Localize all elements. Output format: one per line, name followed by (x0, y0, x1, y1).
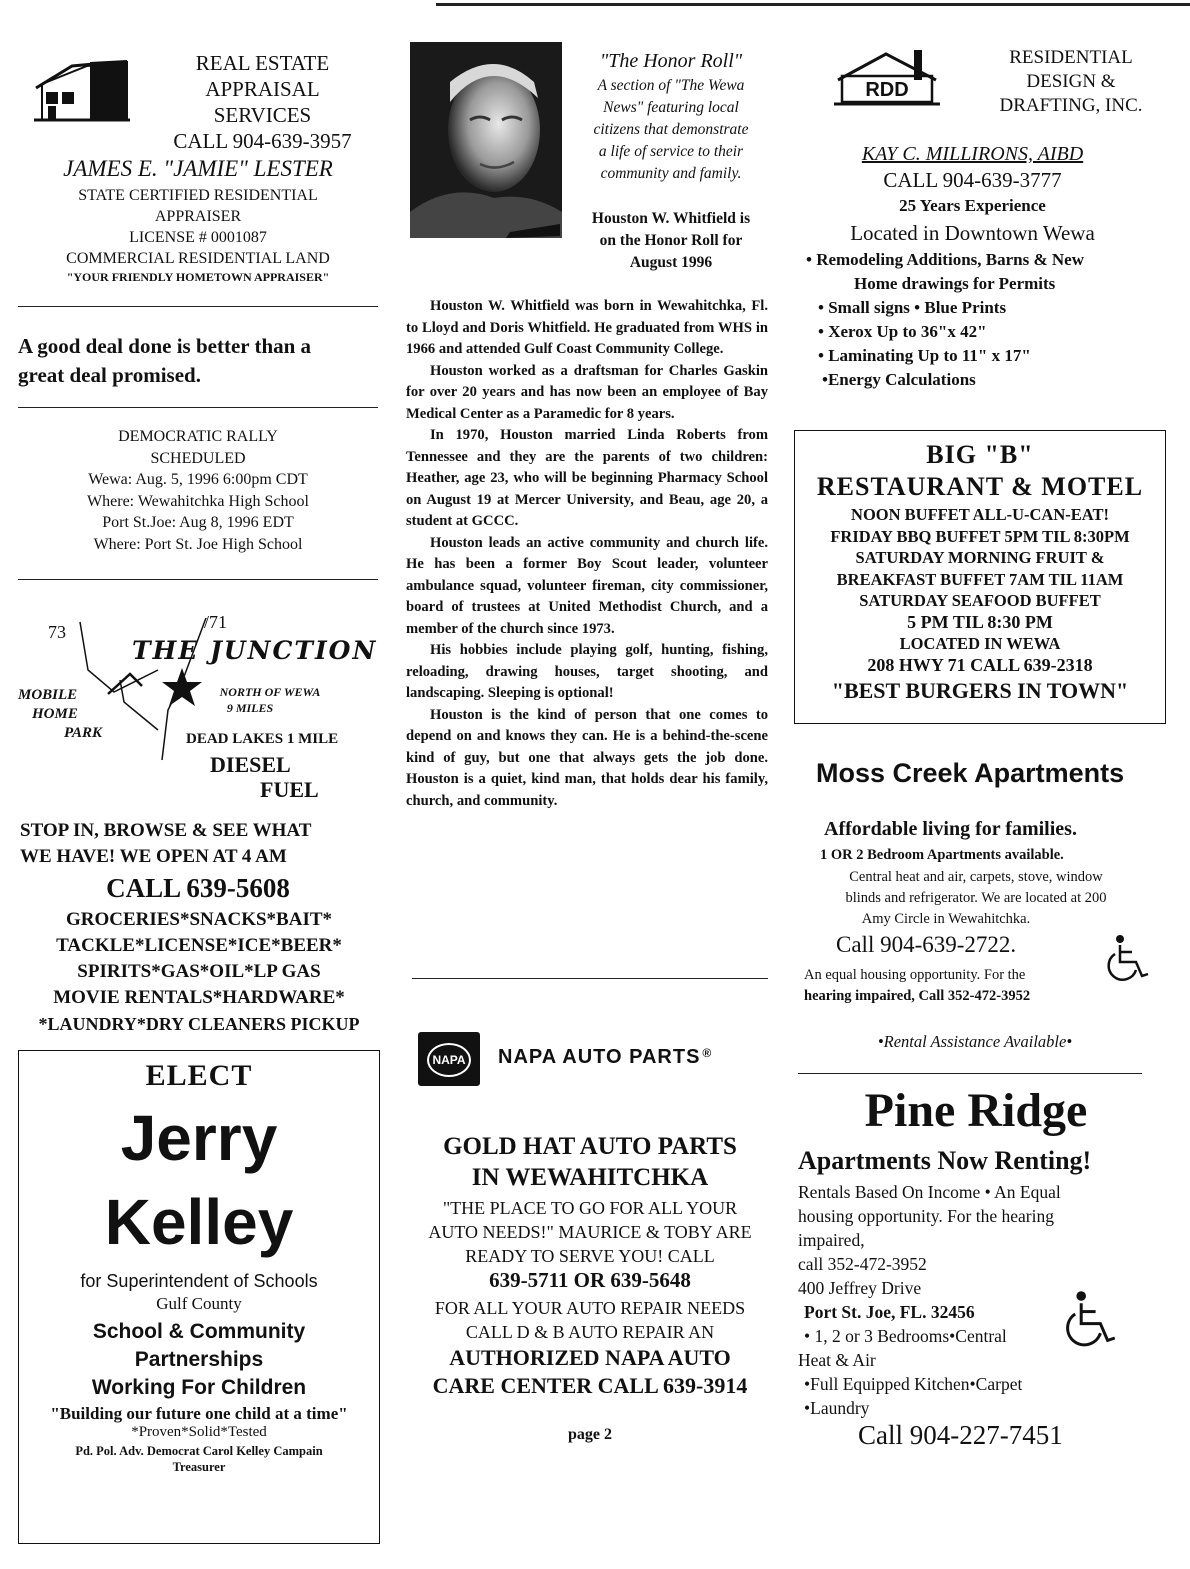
real-estate-phone: CALL 904-639-3957 (173, 129, 352, 153)
auto-repair-text (404, 1296, 776, 1344)
house-icon (32, 54, 132, 128)
divider (412, 978, 768, 979)
junction-goods (14, 907, 384, 1037)
rdd-services (806, 248, 1156, 392)
rdd-logo-icon (832, 46, 942, 110)
rdd-title (976, 46, 1166, 118)
appraiser-name: JAMES E. "JAMIE" LESTER (63, 156, 333, 181)
divider (18, 306, 378, 307)
article-paragraph: His hobbies include playing golf, hunting, fishing, reloading, drawing houses, target shooting, and landscaping. Sleeping is optional! (406, 642, 768, 701)
goods-line: SPIRITS*GAS*OIL*LP GAS (77, 961, 321, 982)
article-paragraph: In 1970, Houston married Linda Roberts from Tennessee and they are the parents of two children: Heather, age 23, who will be beginning Pharmacy School on August 19 at Mercer University, and Beau, age 20, a student at GCCC. (406, 427, 768, 529)
rdd-service-item: • Small signs • Blue Prints (818, 298, 1007, 317)
route-73-label: 73 (48, 622, 66, 642)
napa-logo-text: NAPA (427, 1043, 471, 1077)
wheelchair-icon (1064, 1290, 1120, 1350)
quote-line: A good deal done is better than a (18, 334, 312, 358)
pine-ridge-phone: Call 904-227-7451 (858, 1420, 1063, 1450)
pine-ridge-name: Pine Ridge (864, 1084, 1088, 1137)
pine-detail-line: Port St. Joe, FL. 32456 (804, 1302, 975, 1322)
big-b-detail-line: SATURDAY MORNING FRUIT & (855, 548, 1105, 567)
candidate-first-name: Jerry (120, 1102, 278, 1174)
rdd-phone: CALL 904-639-3777 (883, 168, 1062, 192)
moss-equal-line: hearing impaired, Call 352-472-3952 (804, 988, 1031, 1004)
honoree-line: August 1996 (629, 254, 713, 271)
rdd-service-item: •Energy Calculations (822, 370, 976, 389)
moss-creek-bedrooms: 1 OR 2 Bedroom Apartments available. (820, 847, 1064, 863)
article-paragraph: Houston W. Whitfield was born in Wewahitchka, Fl. to Lloyd and Doris Whitfield. He graduated from WHS in 1966 and attended Gulf Coast Community College. (406, 298, 768, 357)
pine-detail-line: Heat & Air (798, 1350, 876, 1370)
big-b-detail-line: LOCATED IN WEWA (899, 634, 1061, 653)
top-rule (436, 3, 1190, 6)
gold-hat-heading (404, 1131, 776, 1193)
honoree-line: on the Honor Roll for (599, 232, 743, 249)
slogan-line: School & Community (92, 1320, 306, 1343)
pine-detail-line: •Laundry (804, 1398, 870, 1418)
junction-invite (20, 818, 380, 870)
candidate-office: for Superintendent of Schools (80, 1271, 318, 1291)
big-b-detail-line: 208 HWY 71 CALL 639-2318 (867, 654, 1093, 675)
napa-title-text: NAPA AUTO PARTS (498, 1046, 701, 1068)
divider (18, 579, 378, 580)
big-b-details (795, 504, 1165, 676)
goods-line: TACKLE*LICENSE*ICE*BEER* (56, 935, 342, 956)
divider (18, 407, 378, 408)
park-line: HOME (32, 706, 78, 722)
real-estate-title-line: REAL ESTATE (195, 51, 330, 75)
real-estate-title-line: SERVICES (213, 103, 312, 127)
rdd-service-item: • Remodeling Additions, Barns & New (806, 250, 1084, 269)
moss-creek-rental-assistance: •Rental Assistance Available• (877, 1032, 1073, 1051)
elect-heading: ELECT (145, 1059, 253, 1092)
honor-roll-description (566, 75, 776, 185)
north-line: 9 MILES (226, 701, 274, 715)
appraiser-detail-line: APPRAISER (154, 208, 242, 225)
napa-logo-icon (418, 1032, 480, 1086)
moss-creek-name: Moss Creek Apartments (816, 758, 1125, 788)
honor-roll-title: "The Honor Roll" (599, 50, 743, 72)
moss-desc-line: Amy Circle in Wewahitchka. (861, 911, 1031, 927)
dead-lakes: DEAD LAKES 1 MILE (186, 731, 339, 747)
democratic-rally (18, 426, 378, 555)
gold-hat-body-line: "THE PLACE TO GO FOR ALL YOUR (442, 1198, 738, 1218)
disclaimer-line: Pd. Pol. Adv. Democrat Carol Kelley Campain (75, 1444, 323, 1458)
article-paragraph: Houston is the kind of person that one comes to depend on and knows they can. He is a behind-the-scene kind of guy, but one that always gets the job done. Houston is a quiet, kind man, that holds dear his family, church, and community. (406, 706, 768, 809)
pine-detail-line: •Full Equipped Kitchen•Carpet (804, 1374, 1023, 1394)
big-b-ad (794, 430, 1166, 724)
park-line: PARK (64, 725, 103, 741)
honor-desc-line: a life of service to their (598, 143, 744, 160)
pine-detail-line: impaired, (798, 1230, 865, 1250)
mobile-home-park (18, 686, 102, 743)
diesel-line: FUEL (260, 777, 319, 802)
rdd-owner-name: KAY C. MILLIRONS, AIBD (861, 143, 1084, 165)
honor-desc-line: community and family. (600, 165, 742, 182)
rdd-service-item: Home drawings for Permits (854, 274, 1056, 293)
divider (798, 1073, 1142, 1074)
rally-line: Where: Port St. Joe High School (93, 535, 303, 553)
rally-line: Port St.Joe: Aug 8, 1996 EDT (102, 514, 294, 531)
rally-line: Where: Wewahitchka High School (87, 492, 309, 510)
authorized-line: AUTHORIZED NAPA AUTO (449, 1345, 731, 1370)
authorized-line: CARE CENTER CALL 639-3914 (432, 1373, 748, 1398)
junction-phone: CALL 639-5608 (106, 873, 290, 903)
article-paragraph: Houston leads an active community and church life. He has been a former Boy Scout leader, volunteer ambulance squad, volunteer fireman, city commissioner, board of trustees at United Methodist Church, and a member of the church since 1973. (406, 534, 768, 637)
invite-line: STOP IN, BROWSE & SEE WHAT (20, 820, 312, 841)
disclaimer-line: Treasurer (172, 1460, 226, 1474)
goods-line: MOVIE RENTALS*HARDWARE* (53, 987, 345, 1008)
honoree-announcement (566, 208, 776, 274)
pine-detail-line: housing opportunity. For the hearing (798, 1206, 1054, 1226)
big-b-detail-line: BREAKFAST BUFFET 7AM TIL 11AM (836, 569, 1124, 589)
wheelchair-icon (1106, 934, 1152, 984)
appraiser-tagline: "YOUR FRIENDLY HOMETOWN APPRAISER" (66, 270, 330, 284)
north-of-wewa (200, 684, 340, 716)
quote-line: great deal promised. (18, 363, 201, 387)
pine-ridge-renting: Apartments Now Renting! (798, 1146, 1092, 1175)
pine-detail-line: Rentals Based On Income • An Equal (798, 1182, 1061, 1202)
rdd-experience: 25 Years Experience (899, 196, 1046, 215)
diesel-fuel (210, 752, 319, 802)
authorized-napa (404, 1344, 776, 1400)
rdd-logo-text: RDD (865, 79, 909, 101)
rally-line: DEMOCRATIC RALLY (118, 428, 278, 445)
campaign-disclaimer (19, 1443, 379, 1475)
moss-creek-equal-housing (804, 965, 1030, 1007)
big-b-slogan: "BEST BURGERS IN TOWN" (831, 678, 1129, 703)
appraiser-detail-line: COMMERCIAL RESIDENTIAL LAND (66, 250, 330, 267)
candidate-county: Gulf County (156, 1294, 242, 1313)
honoree-line: Houston W. Whitfield is (591, 210, 751, 227)
big-b-detail-line: NOON BUFFET ALL-U-CAN-EAT! (851, 505, 1109, 524)
moss-creek-phone: Call 904-639-2722. (836, 932, 1017, 957)
diesel-line: DIESEL (210, 752, 291, 777)
big-b-detail-line: SATURDAY SEAFOOD BUFFET (859, 591, 1101, 610)
moss-creek-description (800, 867, 1152, 930)
moss-desc-line: Central heat and air, carpets, stove, window (849, 869, 1103, 885)
rdd-location: Located in Downtown Wewa (850, 221, 1095, 245)
appraiser-detail-line: LICENSE # 0001087 (129, 229, 267, 246)
repair-line: FOR ALL YOUR AUTO REPAIR NEEDS (434, 1298, 746, 1318)
napa-title (498, 1046, 712, 1069)
big-b-name: BIG "B" (926, 440, 1034, 469)
campaign-motto: "Building our future one child at a time" (50, 1404, 348, 1423)
gold-hat-line: IN WEWAHITCHKA (471, 1164, 709, 1191)
rdd-title-line: DRAFTING, INC. (999, 95, 1143, 116)
pine-detail-line: 400 Jeffrey Drive (798, 1278, 922, 1298)
real-estate-title-line: APPRAISAL (205, 77, 320, 101)
honor-desc-line: citizens that demonstrate (593, 121, 749, 138)
campaign-proven: *Proven*Solid*Tested (131, 1424, 267, 1440)
appraiser-detail-line: STATE CERTIFIED RESIDENTIAL (78, 187, 318, 204)
goods-line: *LAUNDRY*DRY CLEANERS PICKUP (38, 1014, 360, 1034)
pine-ridge-details (798, 1180, 1108, 1420)
repair-line: CALL D & B AUTO REPAIR AN (465, 1322, 715, 1342)
goods-line: GROCERIES*SNACKS*BAIT* (65, 909, 333, 930)
gold-hat-phones: 639-5711 OR 639-5648 (489, 1268, 691, 1292)
honor-desc-line: A section of "The Wewa (597, 77, 745, 94)
big-b-subtitle: RESTAURANT & MOTEL (816, 472, 1144, 501)
moss-creek-tagline: Affordable living for families. (824, 818, 1077, 840)
gold-hat-body (404, 1196, 776, 1268)
real-estate-title (140, 50, 385, 154)
portrait-photo (410, 42, 562, 238)
slogan-line: Working For Children (91, 1376, 307, 1399)
big-b-detail-line: 5 PM TIL 8:30 PM (907, 611, 1053, 632)
article-paragraph: Houston worked as a draftsman for Charles Gaskin for over 20 years and has now been an employee of Bay Medical Center as a Paramedic for 8 years. (406, 362, 768, 422)
elect-kelley-ad (18, 1050, 380, 1544)
big-b-detail-line: FRIDAY BBQ BUFFET 5PM TIL 8:30PM (830, 526, 1130, 546)
appraiser-details (18, 185, 378, 269)
napa-registered-mark: ® (702, 1046, 713, 1060)
invite-line: WE HAVE! WE OPEN AT 4 AM (20, 846, 287, 867)
rally-line: Wewa: Aug. 5, 1996 6:00pm CDT (88, 471, 308, 488)
rdd-service-item: • Laminating Up to 11" x 17" (818, 346, 1031, 365)
rdd-title-line: RESIDENTIAL (1009, 47, 1133, 68)
junction-name: THE JUNCTION (132, 636, 378, 665)
route-71-label: /71 (204, 612, 228, 632)
quote-text (18, 332, 378, 390)
rdd-service-item: • Xerox Up to 36"x 42" (818, 322, 987, 341)
candidate-last-name: Kelley (104, 1186, 294, 1258)
honor-desc-line: News" featuring local (603, 99, 739, 116)
campaign-slogan (19, 1318, 379, 1402)
page-number: page 2 (568, 1426, 612, 1443)
rdd-title-line: DESIGN & (1026, 71, 1116, 92)
gold-hat-body-line: AUTO NEEDS!" MAURICE & TOBY ARE (428, 1222, 752, 1242)
pine-detail-line: • 1, 2 or 3 Bedrooms•Central (804, 1326, 1007, 1346)
honor-article (406, 296, 768, 812)
gold-hat-line: GOLD HAT AUTO PARTS (443, 1133, 737, 1160)
pine-detail-line: call 352-472-3952 (798, 1254, 927, 1274)
moss-desc-line: blinds and refrigerator. We are located at 200 (845, 890, 1107, 906)
slogan-line: Partnerships (134, 1348, 264, 1371)
park-line: MOBILE (18, 687, 78, 703)
gold-hat-body-line: READY TO SERVE YOU! CALL (465, 1246, 715, 1266)
moss-equal-line: An equal housing opportunity. For the (804, 967, 1026, 983)
rally-line: SCHEDULED (150, 449, 246, 467)
north-line: NORTH OF WEWA (219, 685, 321, 699)
